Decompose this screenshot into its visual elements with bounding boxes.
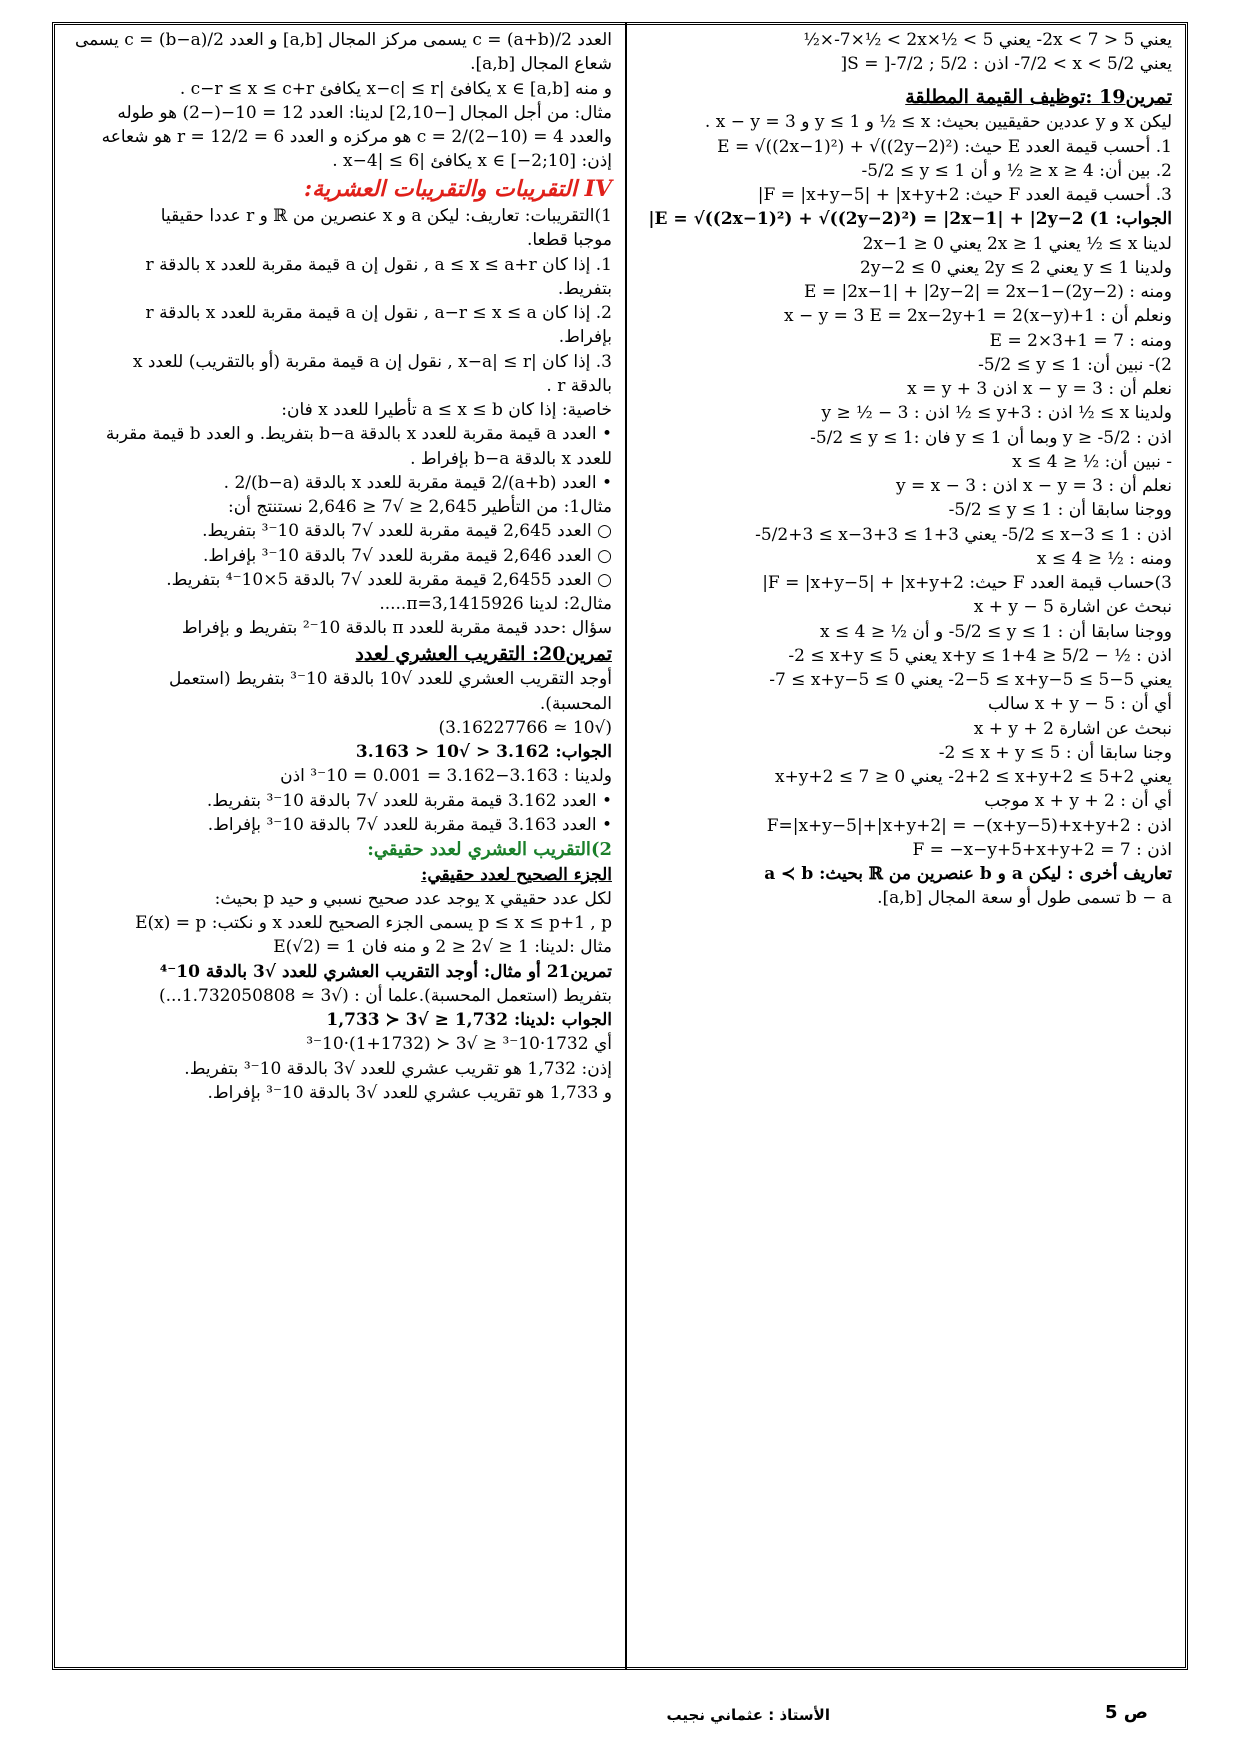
- text-line: مثال: من أجل المجال [−2,10] لدينا: العدد 12 = 10−(−2) هو طوله: [117, 102, 612, 123]
- text-line: ولدينا : 3.163−3.162 = 0.001 = 10⁻³ اذن: [280, 766, 612, 787]
- text-line: 2)- نبين أن: ‎-5/2 ≤ y ≤ 1: [978, 354, 1172, 375]
- text-line: نبحث عن اشارة x + y − 5: [973, 597, 1172, 618]
- text-line: لكل عدد حقيقي x يوجد عدد صحيح نسبي و حيد p بحيث:: [214, 888, 612, 909]
- text-line: ووجنا سابقا أن : ‎-5/2 ≤ y ≤ 1 و أن ½ ≤ x ≤ 4: [819, 621, 1172, 642]
- text-line: ومنه : E = 2×3+1 = 7: [989, 330, 1172, 351]
- text-line: ووجنا سابقا أن : ‎-5/2 ≤ y ≤ 1: [948, 500, 1172, 521]
- text-line: ومنه : E = |2x−1| + |2y−2| = 2x−1−(2y−2): [804, 282, 1172, 302]
- text-line: ولدينا x ≥ ½ اذن : y+3 ≥ ½ اذن : y ≥ ½ − 3: [821, 403, 1172, 424]
- text-line: 2. بين أن: 4 ≤ x ≤ ½ و أن ‎-5/2 ≤ y ≤ 1: [861, 160, 1172, 181]
- author-name: الأستاذ : عثماني نجيب: [666, 1706, 830, 1724]
- text-line: بإفراط.: [558, 327, 612, 348]
- text-line: (√10 ≃ 3.16227766): [438, 717, 612, 738]
- text-line: نعلم أن : x − y = 3 اذن x = y + 3: [907, 379, 1172, 399]
- text-line: المحسبة).: [539, 693, 612, 714]
- list-item: ○ العدد 2,6455 قيمة مقربة للعدد √7 بالدقة 5×10⁻⁴ بتفريط.: [66, 570, 612, 591]
- text-line: مثال1: من التأطير 2,645 ≤ √7 ≤ 2,646 نستنتج أن:: [228, 497, 612, 517]
- text-line: أي أن : x + y − 5 سالب: [987, 694, 1172, 715]
- text-line: يعني ‎-2−5 ≤ x+y−5 ≤ 5−5 يعني ‎-7 ≤ x+y−5 ≤ 0: [769, 670, 1172, 690]
- text-line: ونعلم أن : x − y = 3 E = 2x−2y+1 = 2(x−y)+1: [784, 306, 1172, 327]
- answer-line: الجواب: 3.162 < √10 < 3.163: [355, 742, 612, 762]
- text-line: - نبين أن: ½ ≤ x ≤ 4: [1012, 451, 1172, 472]
- page-number: ص 5: [1104, 1702, 1148, 1723]
- text-line: 3)حساب قيمة العدد F حيث: F = |x+y−5| + |x+y+2|: [762, 573, 1172, 593]
- definition-line: تعاريف أخرى : ليكن a و b عنصرين من ℝ بحيث: a ≺ b: [764, 864, 1172, 884]
- text-line: مثال2: لدينا π=3,1415926.....: [379, 594, 612, 614]
- text-line: أي أن : x + y + 2 موجب: [984, 791, 1172, 812]
- text-line: اذن : F=|x+y−5|+|x+y+2| = −(x+y−5)+x+y+2: [766, 815, 1172, 836]
- text-line: نبحث عن اشارة x + y + 2: [973, 718, 1172, 739]
- text-line: للعدد x بالدقة b−a بإفراط .: [410, 448, 612, 469]
- text-line: بالدقة r .: [546, 375, 612, 396]
- text-line: أي 1732·10⁻³ ≤ √3 ≺ (1732+1)·10⁻³: [306, 1034, 612, 1055]
- text-line: ليكن x و y عددين حقيقيين بحيث: x ≥ ½ و y ≤ 1 و x − y = 3 .: [704, 112, 1172, 133]
- text-line: اذن : F = −x−y+5+x+y+2 = 7: [912, 839, 1172, 860]
- text-line: و 1,733 هو تقريب عشري للعدد √3 بالدقة 10⁻³ بإفراط.: [207, 1082, 612, 1103]
- text-line: العدد c = (a+b)/2 يسمى مركز المجال [a,b] و العدد c = (b−a)/2 يسمى: [74, 30, 612, 50]
- subsection-heading: 1)التقريبات: تعاريف: ليكن a و x عنصرين من ℝ و r عددا حقيقيا: [160, 206, 612, 226]
- exercise-21-heading: تمرين21 أو مثال: أوجد التقريب العشري للعدد √3 بالدقة 10⁻⁴: [159, 961, 612, 982]
- text-line: 3. أحسب قيمة العدد F حيث: F = |x+y−5| + |x+y+2|: [757, 185, 1172, 205]
- text-line: سؤال :حدد قيمة مقربة للعدد π بالدقة 10⁻² بتفريط و بإفراط: [181, 618, 612, 639]
- text-line: اذن : ½ − 5/2 ≤ x+y ≤ 1+4 يعني ‎-2 ≤ x+y ≤ 5: [788, 645, 1172, 666]
- exercise-20-heading: تمرين20: التقريب العشري لعدد: [355, 642, 612, 665]
- exercise-19-heading: تمرين19 :توظيف القيمة المطلقة: [905, 85, 1172, 108]
- list-item: ○ العدد 2,645 قيمة مقربة للعدد √7 بالدقة 10⁻³ بتفريط.: [66, 521, 612, 542]
- text-line: إذن: x ∈ [−2;10] يكافئ |x−4| ≤ 6 .: [332, 151, 612, 172]
- text-line: إذن: 1,732 هو تقريب عشري للعدد √3 بالدقة 10⁻³ بتفريط.: [184, 1058, 612, 1079]
- text-line: 2. إذا كان a−r ≤ x ≤ a , نقول إن a قيمة مقربة للعدد x بالدقة r: [145, 303, 612, 323]
- text-line: موجبا قطعا.: [527, 230, 612, 251]
- subheading: الجزء الصحيح لعدد حقيقي:: [421, 864, 612, 885]
- text-line: يعني ‎-2+2 ≤ x+y+2 ≤ 5+2 يعني 0 ≤ x+y+2 ≤ 7: [774, 767, 1172, 787]
- column-divider: [625, 22, 627, 1670]
- text-line: يعني 5 < 2x < 7- يعني ‎-7×½ < 2x×½ < 5×½: [803, 30, 1172, 50]
- section-iv-heading: IV التقريبات والتقريبات العشرية:: [303, 175, 612, 202]
- text-line: ومنه : ½ ≤ x ≤ 4: [1036, 548, 1172, 569]
- text-line: 1. أحسب قيمة العدد E حيث: E = √((2x−1)²) + √((2y−2)²): [717, 136, 1172, 157]
- list-item: • العدد (a+b)/2 قيمة مقربة للعدد x بالدقة (b−a)/2 .: [66, 473, 612, 494]
- left-column: [60, 30, 620, 1107]
- text-line: يعني ‎-7/2 < x < 5/2 اذن : S = ]-7/2 ; 5/2[: [840, 54, 1172, 75]
- text-line: اذن : ‎-5/2 ≤ x−3 ≤ 1 يعني ‎-5/2+3 ≤ x−3+3 ≤ 1+3: [755, 524, 1172, 545]
- text-line: خاصية: إذا كان a ≤ x ≤ b تأطيرا للعدد x فان:: [281, 400, 612, 420]
- text-line: نعلم أن : x − y = 3 اذن : y = x − 3: [896, 476, 1172, 496]
- text-line: p ≤ x ≤ p+1 , p يسمى الجزء الصحيح للعدد x و نكتب: E(x) = p: [135, 913, 612, 933]
- list-item: • العدد 3.163 قيمة مقربة للعدد √7 بالدقة 10⁻³ بإفراط.: [66, 815, 612, 836]
- subsection-heading: 2)التقريب العشري لعدد حقيقي:: [367, 839, 612, 860]
- answer-line: الجواب: 1) E = √((2x−1)²) + √((2y−2)²) = |2x−1| + |2y−2|: [648, 209, 1172, 230]
- answer-line: الجواب :لدينا: 1,732 ≤ √3 ≺ 1,733: [326, 1010, 612, 1030]
- text-line: اذن : y ≥ -5/2 وبما أن y ≤ 1 فان :‎-5/2 ≤ y ≤ 1: [810, 427, 1172, 448]
- text-line: لدينا x ≥ ½ يعني 2x ≥ 1 يعني 2x−1 ≥ 0: [862, 233, 1172, 254]
- text-line: و منه x ∈ [a,b] يكافئ |x−c| ≤ r يكافئ c−r ≤ x ≤ c+r .: [179, 78, 612, 99]
- text-line: مثال :لدينا: 1 ≤ √2 ≤ 2 و منه فان E(√2) = 1: [273, 937, 612, 958]
- text-line: b − a تسمى طول أو سعة المجال [a,b].: [877, 888, 1172, 909]
- list-item: • العدد 3.162 قيمة مقربة للعدد √7 بالدقة 10⁻³ بتفريط.: [66, 791, 612, 812]
- text-line: والعدد 4 = (10−2)/2 = c هو مركزه و العدد 6 = 12/2 = r هو شعاعه: [101, 127, 612, 147]
- list-item: ○ العدد 2,646 قيمة مقربة للعدد √7 بالدقة 10⁻³ بإفراط.: [66, 546, 612, 567]
- text-line: 1. إذا كان a ≤ x ≤ a+r , نقول إن a قيمة مقربة للعدد x بالدقة r: [145, 254, 612, 275]
- text-line: ولدينا y ≤ 1 يعني 2y ≤ 2 يعني 2y−2 ≤ 0: [860, 257, 1172, 278]
- text-line: بتفريط (استعمل المحسبة).علما أن : (√3 ≃ 1.732050808...): [158, 985, 612, 1006]
- right-column: [632, 30, 1180, 913]
- text-line: شعاع المجال [a,b].: [470, 54, 612, 75]
- text-line: أوجد التقريب العشري للعدد √10 بالدقة 10⁻³ بتفريط (استعمل: [168, 669, 612, 690]
- text-line: 3. إذا كان |x−a| ≤ r , نقول إن a قيمة مقربة (أو بالتقريب) للعدد x: [132, 351, 612, 372]
- list-item: • العدد a قيمة مقربة للعدد x بالدقة b−a بتفريط. و العدد b قيمة مقربة: [66, 424, 612, 445]
- text-line: وجنا سابقا أن : ‎-2 ≤ x + y ≤ 5: [938, 742, 1172, 763]
- text-line: بتفريط.: [557, 278, 612, 299]
